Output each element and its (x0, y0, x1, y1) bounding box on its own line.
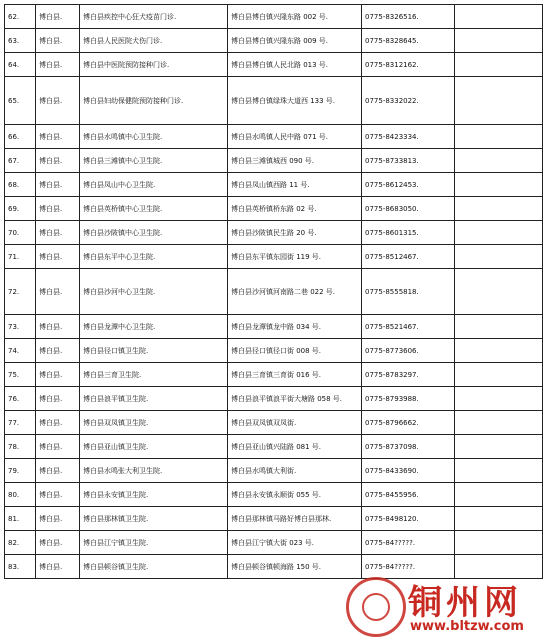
row-number: 81. (5, 507, 36, 531)
empty-cell (455, 29, 543, 53)
address-cell: 博白县三育镇三育街 016 号. (228, 363, 362, 387)
row-number: 67. (5, 149, 36, 173)
address-cell: 博白县浪平镇浪平街大塘路 058 号. (228, 387, 362, 411)
name-cell: 博白县江宁镇卫生院. (80, 531, 228, 555)
county-cell: 博白县. (36, 507, 80, 531)
county-cell: 博白县. (36, 531, 80, 555)
address-cell: 博白县沙河镇河南路二巷 022 号. (228, 269, 362, 315)
county-cell: 博白县. (36, 435, 80, 459)
table-row (5, 269, 543, 315)
county-cell: 博白县. (36, 53, 80, 77)
name-cell: 博白县疾控中心狂犬疫苗门诊. (80, 5, 228, 29)
table-row (5, 173, 543, 197)
empty-cell (455, 197, 543, 221)
empty-cell (455, 531, 543, 555)
row-number: 65. (5, 77, 36, 125)
address-cell: 博白县沙陂镇民生路 20 号. (228, 221, 362, 245)
phone-cell: 0775-8423334. (362, 125, 455, 149)
address-cell: 博白县龙潭镇龙中路 034 号. (228, 315, 362, 339)
empty-cell (455, 125, 543, 149)
row-number: 64. (5, 53, 36, 77)
county-cell: 博白县. (36, 483, 80, 507)
table-body (5, 5, 543, 579)
name-cell: 博白县永安镇卫生院. (80, 483, 228, 507)
phone-cell: 0775-8455956. (362, 483, 455, 507)
row-number: 83. (5, 555, 36, 579)
county-cell: 博白县. (36, 459, 80, 483)
row-number: 79. (5, 459, 36, 483)
row-number: 78. (5, 435, 36, 459)
county-cell: 博白县. (36, 149, 80, 173)
row-number: 68. (5, 173, 36, 197)
county-cell: 博白县. (36, 339, 80, 363)
empty-cell (455, 339, 543, 363)
table-row (5, 29, 543, 53)
phone-cell: 0775-8433690. (362, 459, 455, 483)
empty-cell (455, 221, 543, 245)
watermark-site: www.bltzw.com (410, 619, 524, 634)
row-number: 75. (5, 363, 36, 387)
row-number: 69. (5, 197, 36, 221)
address-cell: 博白县径口镇径口街 008 号. (228, 339, 362, 363)
address-cell: 博白县江宁镇大街 023 号. (228, 531, 362, 555)
county-cell: 博白县. (36, 77, 80, 125)
row-number: 63. (5, 29, 36, 53)
row-number: 74. (5, 339, 36, 363)
name-cell: 博白县沙陂镇中心卫生院. (80, 221, 228, 245)
county-cell: 博白县. (36, 315, 80, 339)
phone-cell: 0775-8312162. (362, 53, 455, 77)
empty-cell (455, 269, 543, 315)
county-cell: 博白县. (36, 29, 80, 53)
name-cell: 博白县亚山镇卫生院. (80, 435, 228, 459)
empty-cell (455, 315, 543, 339)
address-cell: 博白县博白镇兴隆东路 002 号. (228, 5, 362, 29)
phone-cell: 0775-8498120. (362, 507, 455, 531)
address-cell: 博白县永安镇永顺街 055 号. (228, 483, 362, 507)
row-number: 73. (5, 315, 36, 339)
county-cell: 博白县. (36, 5, 80, 29)
row-number: 80. (5, 483, 36, 507)
phone-cell: 0775-8733813. (362, 149, 455, 173)
phone-cell: 0775-8612453. (362, 173, 455, 197)
county-cell: 博白县. (36, 363, 80, 387)
table-row (5, 315, 543, 339)
empty-cell (455, 387, 543, 411)
county-cell: 博白县. (36, 555, 80, 579)
name-cell: 博白县那林镇卫生院. (80, 507, 228, 531)
phone-cell: 0775-8521467. (362, 315, 455, 339)
name-cell: 博白县双凤镇卫生院. (80, 411, 228, 435)
address-cell: 博白县亚山镇兴陆路 081 号. (228, 435, 362, 459)
table-row (5, 125, 543, 149)
empty-cell (455, 507, 543, 531)
phone-cell: 0775-84?????. (362, 531, 455, 555)
row-number: 70. (5, 221, 36, 245)
table-row (5, 363, 543, 387)
phone-cell: 0775-8773606. (362, 339, 455, 363)
table-row (5, 149, 543, 173)
name-cell: 博白县东平中心卫生院. (80, 245, 228, 269)
phone-cell: 0775-8793988. (362, 387, 455, 411)
phone-cell: 0775-8326516. (362, 5, 455, 29)
empty-cell (455, 459, 543, 483)
name-cell: 博白县浪平镇卫生院. (80, 387, 228, 411)
empty-cell (455, 245, 543, 269)
table-row (5, 483, 543, 507)
phone-cell: 0775-8555818. (362, 269, 455, 315)
address-cell: 博白县凤山镇西路 11 号. (228, 173, 362, 197)
county-cell: 博白县. (36, 269, 80, 315)
seal-logo-icon (346, 577, 406, 637)
address-cell: 博白县顿谷镇顿海路 150 号. (228, 555, 362, 579)
county-cell: 博白县. (36, 245, 80, 269)
address-cell: 博白县英桥镇桥东路 02 号. (228, 197, 362, 221)
county-cell: 博白县. (36, 411, 80, 435)
name-cell: 博白县中医院预防接种门诊. (80, 53, 228, 77)
address-cell: 博白县博白镇人民北路 013 号. (228, 53, 362, 77)
county-cell: 博白县. (36, 387, 80, 411)
watermark-brand: 铜州网 (408, 583, 522, 623)
name-cell: 博白县径口镇卫生院. (80, 339, 228, 363)
phone-cell: 0775-8783297. (362, 363, 455, 387)
phone-cell: 0775-8328645. (362, 29, 455, 53)
address-cell: 博白县双凤镇双凤街. (228, 411, 362, 435)
name-cell: 博白县龙潭中心卫生院. (80, 315, 228, 339)
name-cell: 博白县凤山中心卫生院. (80, 173, 228, 197)
table-row (5, 221, 543, 245)
address-cell: 博白县博白镇绿珠大道西 133 号. (228, 77, 362, 125)
name-cell: 博白县三滩镇中心卫生院. (80, 149, 228, 173)
county-cell: 博白县. (36, 173, 80, 197)
table-row (5, 435, 543, 459)
row-number: 62. (5, 5, 36, 29)
empty-cell (455, 53, 543, 77)
phone-cell: 0775-8796662. (362, 411, 455, 435)
county-cell: 博白县. (36, 221, 80, 245)
empty-cell (455, 149, 543, 173)
row-number: 71. (5, 245, 36, 269)
empty-cell (455, 483, 543, 507)
table-row (5, 53, 543, 77)
phone-cell: 0775-8737098. (362, 435, 455, 459)
name-cell: 博白县人民医院犬伤门诊. (80, 29, 228, 53)
empty-cell (455, 411, 543, 435)
empty-cell (455, 363, 543, 387)
address-cell: 博白县水鸣镇大利街. (228, 459, 362, 483)
name-cell: 博白县妇幼保健院预防接种门诊. (80, 77, 228, 125)
watermark (346, 573, 546, 637)
table-row (5, 197, 543, 221)
clinic-table (4, 4, 543, 579)
name-cell: 博白县顿谷镇卫生院. (80, 555, 228, 579)
table-row (5, 459, 543, 483)
table-row (5, 5, 543, 29)
name-cell: 博白县沙河中心卫生院. (80, 269, 228, 315)
address-cell: 博白县水鸣镇人民中路 071 号. (228, 125, 362, 149)
address-cell: 博白县那林镇马路好博白县那林. (228, 507, 362, 531)
table-row (5, 507, 543, 531)
county-cell: 博白县. (36, 125, 80, 149)
phone-cell: 0775-84?????. (362, 555, 455, 579)
row-number: 72. (5, 269, 36, 315)
row-number: 82. (5, 531, 36, 555)
empty-cell (455, 5, 543, 29)
row-number: 66. (5, 125, 36, 149)
phone-cell: 0775-8332022. (362, 77, 455, 125)
name-cell: 博白县英桥镇中心卫生院. (80, 197, 228, 221)
address-cell: 博白县东平镇东园街 119 号. (228, 245, 362, 269)
name-cell: 博白县水鸣张大利卫生院. (80, 459, 228, 483)
phone-cell: 0775-8512467. (362, 245, 455, 269)
county-cell: 博白县. (36, 197, 80, 221)
table-row (5, 531, 543, 555)
row-number: 76. (5, 387, 36, 411)
table-row (5, 387, 543, 411)
phone-cell: 0775-8683050. (362, 197, 455, 221)
name-cell: 博白县三育卫生院. (80, 363, 228, 387)
phone-cell: 0775-8601315. (362, 221, 455, 245)
name-cell: 博白县水鸣镇中心卫生院. (80, 125, 228, 149)
table-row (5, 339, 543, 363)
empty-cell (455, 435, 543, 459)
table-row (5, 245, 543, 269)
address-cell: 博白县博白镇兴隆东路 009 号. (228, 29, 362, 53)
row-number: 77. (5, 411, 36, 435)
table-row (5, 411, 543, 435)
empty-cell (455, 173, 543, 197)
empty-cell (455, 77, 543, 125)
table-row (5, 77, 543, 125)
address-cell: 博白县三滩镇城西 090 号. (228, 149, 362, 173)
